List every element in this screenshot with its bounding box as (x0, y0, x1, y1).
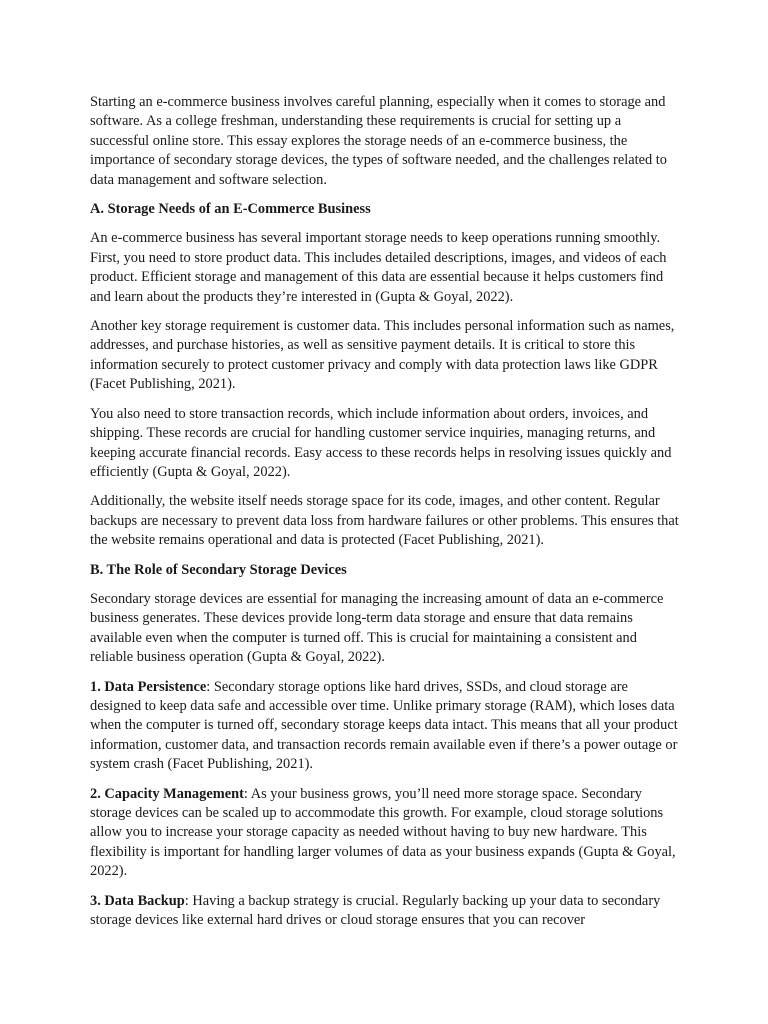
list-item-title: 1. Data Persistence (90, 678, 207, 695)
list-item-data-backup (90, 892, 680, 931)
list-item-data-persistence (90, 678, 680, 775)
list-item-title: 3. Data Backup (90, 892, 185, 909)
list-item-title: 2. Capacity Management (90, 785, 244, 802)
document-page (90, 93, 680, 940)
section-b-paragraph-1: Secondary storage devices are essential for managing the increasing amount of data an e-commerce business generates. These devices provide long-term data storage and ensure that data remains available even when the computer is turned off. This is crucial for maintaining a consistent and reliable business operation (Gupta & Goyal, 2022). (90, 590, 664, 666)
list-item-text: : As your business grows, you’ll need more storage space. Secondary storage devices can be scaled up to accommodate this growth. For example, cloud storage solutions allow you to increase your storage capacity as needed without having to buy new hardware. This flexibility is important for handling larger volumes of data as your business expands (Gupta & Goyal, 2022). (90, 785, 676, 880)
section-a-heading: A. Storage Needs of an E-Commerce Business (90, 201, 371, 218)
section-a-paragraph-1: An e-commerce business has several important storage needs to keep operations running smoothly. First, you need to store product data. This includes detailed descriptions, images, and videos of each product. Efficient storage and management of this data are essential because it helps customers find and learn about the products they’re interested in (Gupta & Goyal, 2022). (90, 230, 667, 305)
section-b-heading: B. The Role of Secondary Storage Devices (90, 561, 347, 578)
list-item-text: : Secondary storage options like hard drives, SSDs, and cloud storage are designed to keep data safe and accessible over time. Unlike primary storage (RAM), which loses data when the computer is turned off, secondary storage keeps data intact. This means that all your product information, customer data, and transaction records remain available even if there’s a power outage or system crash (Facet Publishing, 2021). (90, 678, 678, 773)
section-a-paragraph-3: You also need to store transaction records, which include information about orders, invoices, and shipping. These records are crucial for handling customer service inquiries, managing returns, and keeping accurate financial records. Easy access to these records helps in resolving issues quickly and efficiently (Gupta & Goyal, 2022). (90, 405, 672, 480)
section-a-paragraph-4: Additionally, the website itself needs storage space for its code, images, and other content. Regular backups are necessary to prevent data loss from hardware failures or other problems. This ensures that the website remains operational and data is protected (Facet Publishing, 2021). (90, 493, 679, 549)
list-item-capacity-management (90, 785, 680, 882)
section-a-paragraph-2: Another key storage requirement is customer data. This includes personal information such as names, addresses, and purchase histories, as well as sensitive payment details. It is critical to store this information securely to protect customer privacy and comply with data protection laws like GDPR (Facet Publishing, 2021). (90, 318, 675, 393)
list-item-text: : Having a backup strategy is crucial. Regularly backing up your data to secondary storage devices like external hard drives or cloud storage ensures that you can recover (90, 892, 661, 929)
intro-paragraph: Starting an e-commerce business involves careful planning, especially when it comes to storage and software. As a college freshman, understanding these requirements is crucial for setting up a successful online store. This essay explores the storage needs of an e-commerce business, the importance of secondary storage devices, the types of software needed, and the challenges related to data management and software selection. (90, 94, 667, 188)
